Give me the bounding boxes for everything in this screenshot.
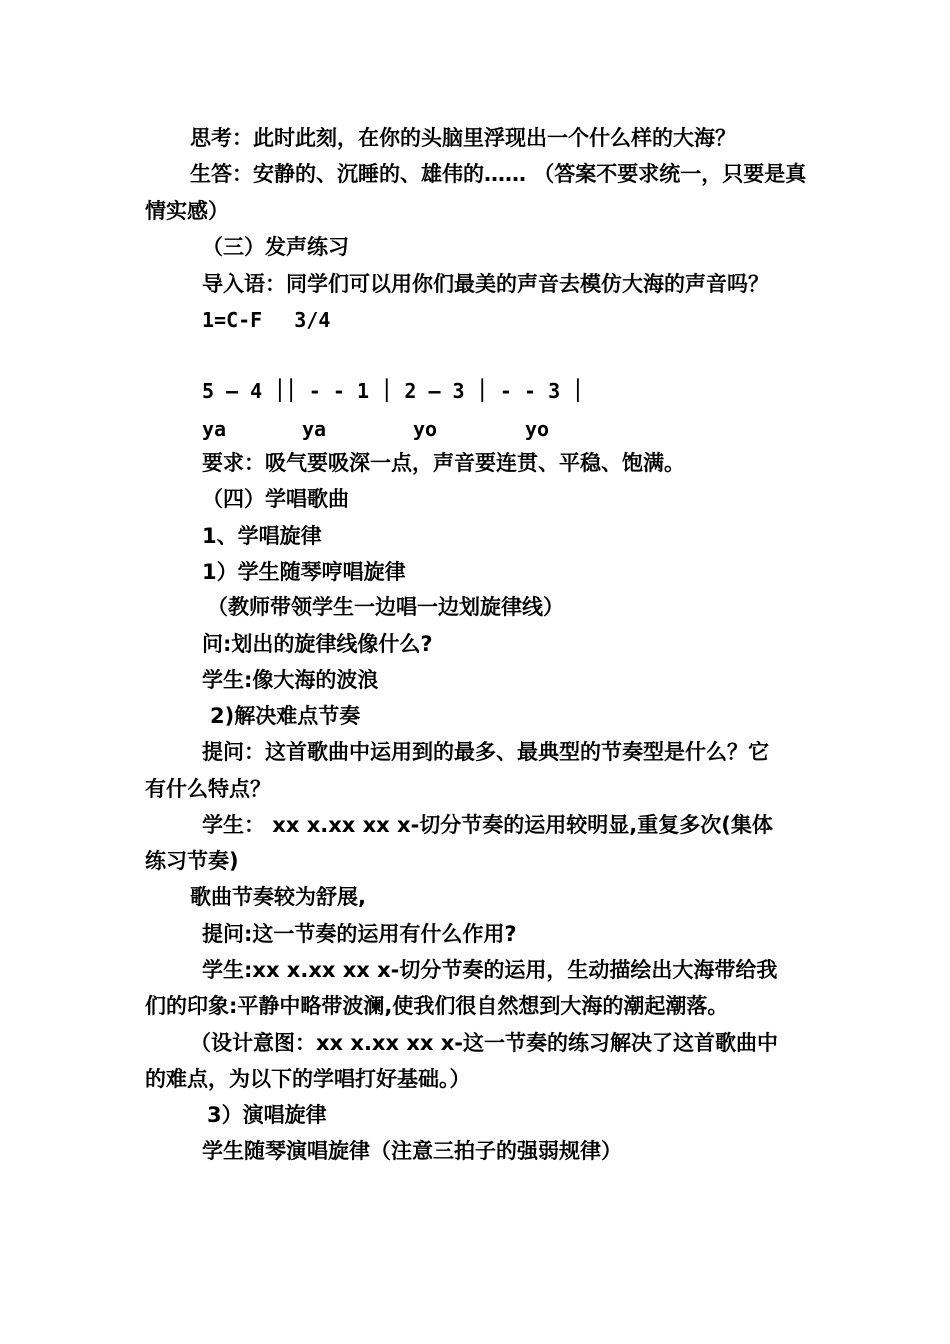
text-line: 3）演唱旋律	[207, 1103, 327, 1127]
text-line: 们的印象:平静中略带波澜,使我们很自然想到大海的潮起潮落。	[145, 994, 729, 1018]
text-line: 问:划出的旋律线像什么?	[202, 632, 433, 656]
text-line: 学生随琴演唱旋律（注意三拍子的强弱规律）	[202, 1139, 622, 1163]
text-line: 1）学生随琴哼唱旋律	[202, 560, 406, 584]
section-heading: （三）发声练习	[202, 235, 349, 259]
text-line: （教师带领学生一边唱一边划旋律线）	[207, 595, 564, 619]
numbered-notation: 5 – 4 ׀ 3 - - ׀ 3 – 2 ׀ 1 - - ׀׀	[202, 379, 584, 403]
text-line: （设计意图：xx x.xx xx x-这一节奏的练习解决了这首歌曲中	[190, 1031, 778, 1055]
text-line: 思考：此时此刻，在你的头脑里浮现出一个什么样的大海？	[190, 126, 736, 150]
lyric-syllable: yo	[525, 417, 550, 441]
text-line: 练习节奏)	[145, 849, 239, 873]
text-line: 2)解决难点节奏	[210, 704, 361, 728]
text-line: 导入语：同学们可以用你们最美的声音去模仿大海的声音吗？	[202, 272, 769, 296]
text-line: 学生:像大海的波浪	[202, 668, 379, 692]
text-line: 生答：安静的、沉睡的、雄伟的…… （答案不要求统一，只要是真	[190, 162, 807, 186]
text-line: 要求：吸气要吸深一点，声音要连贯、平稳、饱满。	[202, 451, 685, 475]
text-line: 有什么特点？	[145, 777, 271, 801]
text-line: 1、学唱旋律	[202, 524, 322, 548]
text-line: 提问:这一节奏的运用有什么作用?	[202, 922, 517, 946]
lyric-syllable: yo	[413, 417, 438, 441]
text-line: 歌曲节奏较为舒展,	[190, 885, 366, 909]
key-signature: 1=C-F 3/4	[202, 308, 331, 332]
lyric-syllable: ya	[302, 417, 327, 441]
text-line: 的难点，为以下的学唱打好基础。）	[145, 1067, 471, 1091]
text-line: 情实感）	[145, 199, 229, 223]
text-line: 学生： xx x.xx xx x-切分节奏的运用较明显,重复多次(集体	[202, 813, 773, 837]
lyric-syllable: ya	[202, 417, 227, 441]
text-line: 提问：这首歌曲中运用到的最多、最典型的节奏型是什么？它	[202, 740, 769, 764]
section-heading: （四）学唱歌曲	[202, 487, 349, 511]
text-line: 学生:xx x.xx xx x-切分节奏的运用，生动描绘出大海带给我	[202, 958, 778, 982]
